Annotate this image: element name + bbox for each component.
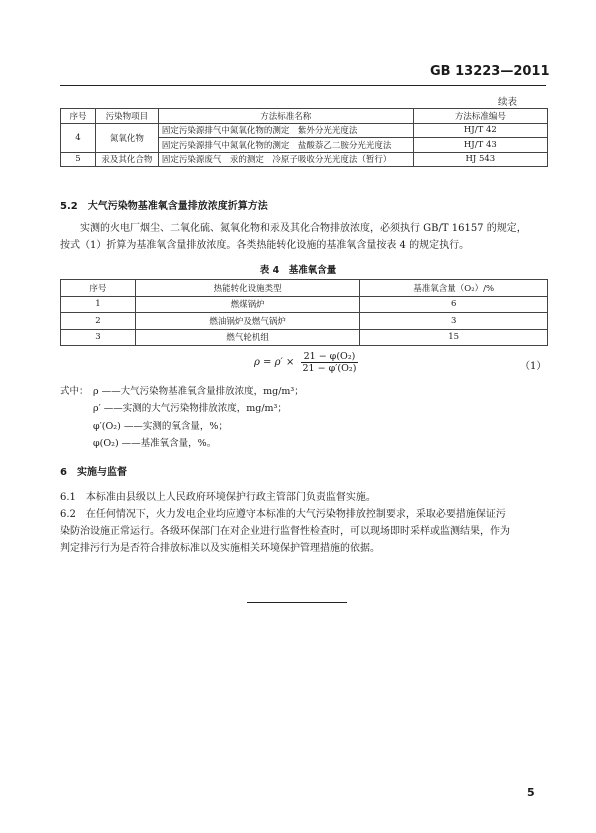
row-number: 3 — [61, 329, 136, 346]
base-oxygen-table — [60, 279, 548, 346]
definition-item: φ(O₂) ——基准氧含量，%。 — [93, 438, 217, 449]
definition-item: φ′(O₂) ——实测的氧含量，%； — [93, 421, 228, 432]
clause-6-1: 6.1 本标准由县级以上人民政府环境保护行政主管部门负责监督实施。 — [60, 492, 376, 503]
definitions-intro: 式中： — [60, 386, 89, 397]
header-cell: 热能转化设施类型 — [135, 280, 360, 297]
standard-code: GB 13223—2011 — [430, 64, 550, 79]
row-number: 5 — [61, 152, 96, 167]
method-code: HJ 543 — [413, 152, 547, 167]
method-code: HJ/T 42 — [413, 123, 547, 138]
section-6-title: 6 实施与监督 — [60, 467, 127, 478]
facility-type: 燃气轮机组 — [135, 329, 360, 346]
table-row — [61, 152, 548, 167]
row-number: 4 — [61, 123, 96, 152]
definition-item: ρ ——大气污染物基准氧含量排放浓度，mg/m³； — [93, 386, 304, 397]
header-cell: 方法标准编号 — [413, 109, 547, 124]
section-5-2-line-1: 实测的火电厂烟尘、二氧化硫、氮氧化物和汞及其化合物排放浓度，必须执行 GB/T 16157 的规定， — [80, 223, 527, 234]
test-methods-table — [60, 108, 548, 167]
header-cell: 基准氧含量（O₂）/% — [360, 280, 548, 297]
row-number: 2 — [61, 313, 136, 330]
formula-fraction — [301, 351, 359, 374]
conversion-formula — [254, 351, 358, 381]
formula-numerator: 21 − φ(O₂) — [301, 351, 359, 363]
equation-number: （1） — [520, 361, 547, 372]
facility-type: 燃油锅炉及燃气锅炉 — [135, 313, 360, 330]
header-cell: 污染物项目 — [95, 109, 158, 124]
formula-denominator: 21 − φ′(O₂) — [302, 363, 357, 374]
pollutant-name: 氮氧化物 — [95, 123, 158, 152]
table-row — [61, 296, 548, 313]
table-row — [61, 329, 548, 346]
formula-lhs: ρ = ρ′ × — [254, 357, 295, 368]
method-name: 固定污染源排气中氮氧化物的测定 紫外分光光度法 — [158, 123, 413, 138]
oxygen-value: 15 — [360, 329, 548, 346]
table-row — [61, 123, 548, 138]
facility-type: 燃煤锅炉 — [135, 296, 360, 313]
method-name: 固定污染源排气中氮氧化物的测定 盐酸萘乙二胺分光光度法 — [158, 138, 413, 153]
clause-6-2-line-3: 判定排污行为是否符合排放标准以及实施相关环境保护管理措施的依据。 — [60, 543, 380, 554]
section-5-2-line-2: 按式（1）折算为基准氧含量排放浓度。各类热能转化设施的基准氧含量按表 4 的规定执行。 — [60, 240, 470, 251]
section-5-2-title: 5.2 大气污染物基准氧含量排放浓度折算方法 — [60, 201, 268, 212]
method-name: 固定污染源废气 汞的测定 冷原子吸收分光光度法（暂行） — [158, 152, 413, 167]
oxygen-value: 6 — [360, 296, 548, 313]
oxygen-value: 3 — [360, 313, 548, 330]
table-header-row — [61, 280, 548, 297]
header-rule — [60, 85, 546, 86]
table-header-row — [61, 109, 548, 124]
row-number: 1 — [61, 296, 136, 313]
method-code: HJ/T 43 — [413, 138, 547, 153]
table-4-caption: 表 4 基准氧含量 — [259, 265, 337, 276]
header-cell: 序号 — [61, 280, 136, 297]
header-cell: 方法标准名称 — [158, 109, 413, 124]
clause-6-2-line-1: 6.2 在任何情况下，火力发电企业均应遵守本标准的大气污染物排放控制要求，采取必要措施保证污 — [60, 509, 506, 520]
header-cell: 序号 — [61, 109, 96, 124]
table-continued-label: 续表 — [498, 97, 518, 108]
pollutant-name: 汞及其化合物 — [95, 152, 158, 167]
page-number: 5 — [527, 786, 535, 799]
clause-6-2-line-2: 染防治设施正常运行。各级环保部门在对企业进行监督性检查时，可以现场即时采样或监测结果，作为 — [60, 526, 510, 537]
table-row — [61, 313, 548, 330]
end-rule — [247, 602, 347, 603]
definition-item: ρ′ ——实测的大气污染物排放浓度，mg/m³； — [93, 403, 287, 414]
